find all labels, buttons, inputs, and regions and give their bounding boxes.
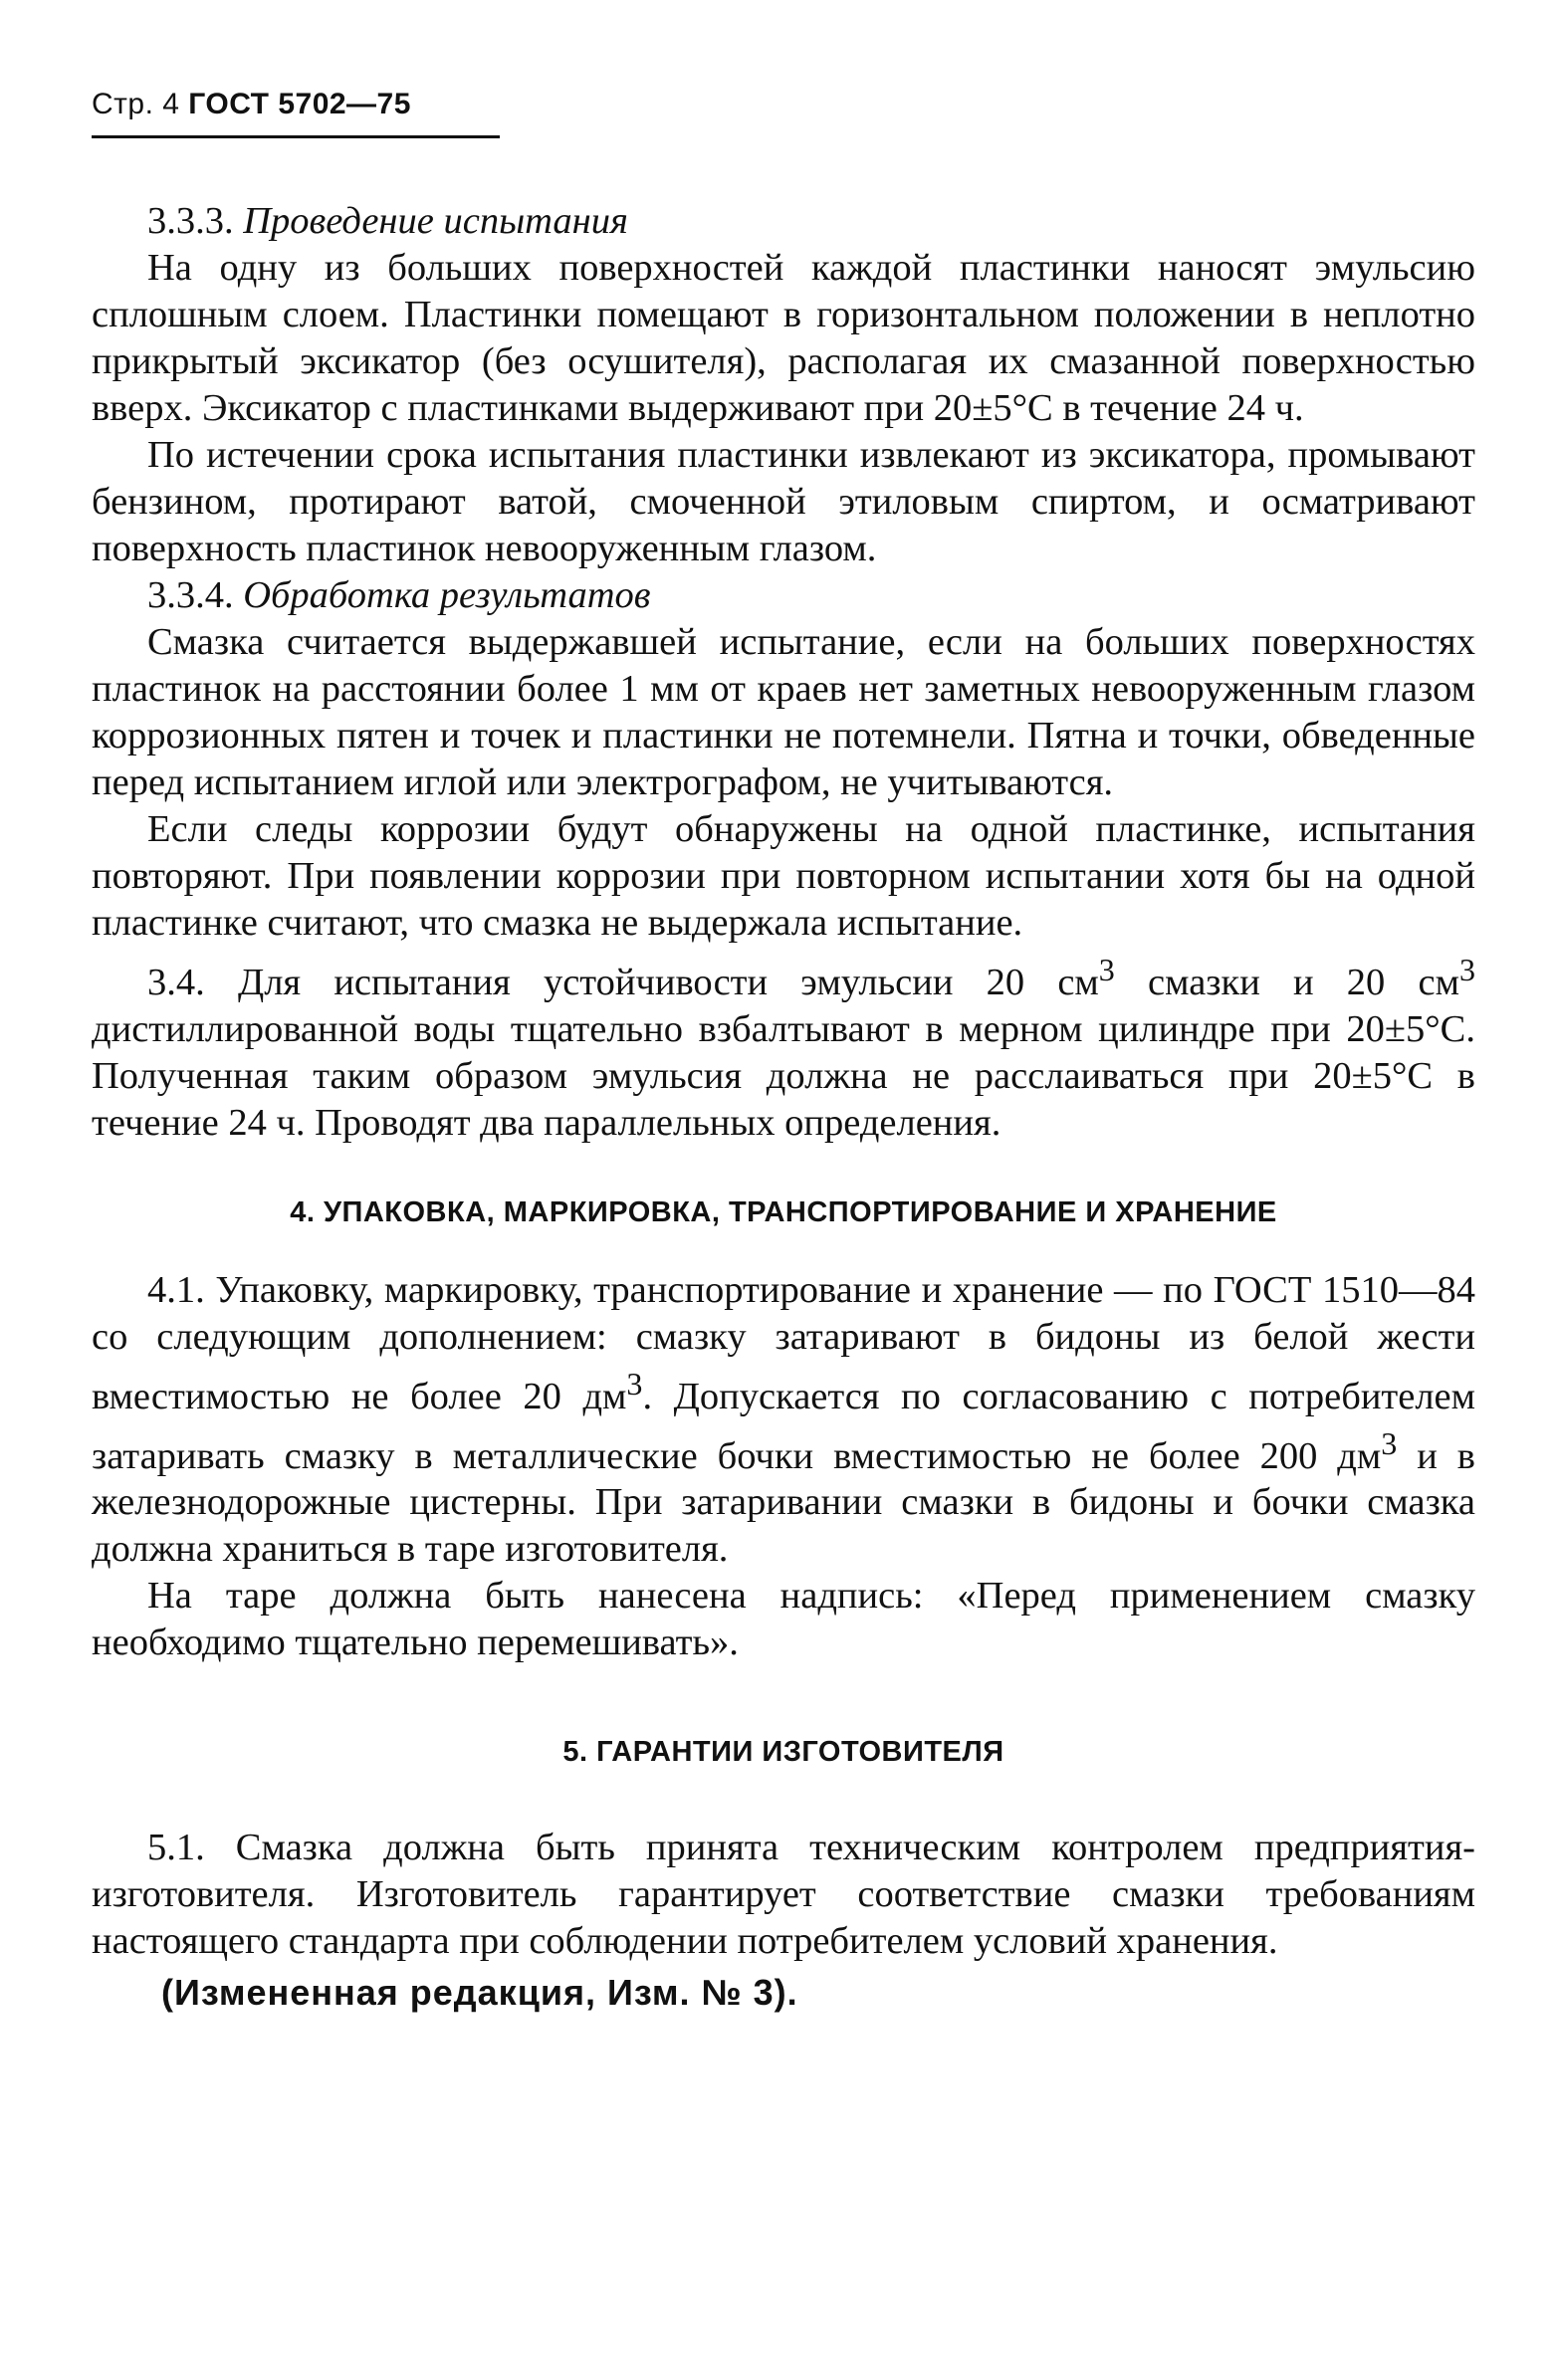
clause-3-3-3-heading (92, 198, 1475, 245)
paragraph: Если следы коррозии будут обнаружены на одной пластинке, испытания повторяют. При появлении коррозии при повторном испытании хотя бы на одной пластинке считают, что смазка не выдержала испытание. (92, 808, 1475, 944)
clause-number: 3.3.3. (147, 200, 234, 242)
clause-title: Проведение испытания (243, 200, 628, 242)
document-page (92, 88, 1475, 2016)
clause-title: Обработка результатов (243, 574, 651, 616)
page-number: Стр. 4 (92, 88, 180, 120)
text-run: 3.4. Для испытания устойчивости эмульсии 20 см (147, 961, 1099, 1003)
clause-number: 3.3.4. (147, 574, 234, 616)
text-run: смазки и 20 см (1114, 961, 1459, 1003)
superscript: 3 (1458, 952, 1475, 987)
superscript: 3 (626, 1365, 643, 1402)
paragraph: На таре должна быть нанесена надпись: «Перед применением смазку необходимо тщательно перемешивать». (92, 1575, 1475, 1664)
text-run: и в железнодорожные цистерны. При затаривании смазки в бидоны и бочки смазка должна храниться в таре изготовителя. (92, 1434, 1475, 1571)
paragraph: По истечении срока испытания пластинки извлекают из эксикатора, промывают бензином, протирают ватой, смоченной этиловым спиртом, и осматривают поверхность пластинок невооруженным глазом. (92, 434, 1475, 569)
text-run: дистиллированной воды тщательно взбалтывают в мерном цилиндре при 20±5°С. Полученная таким образом эмульсия должна не расслаиваться при 20±5°С в течение 24 ч. Проводят два параллельных определения. (92, 1007, 1475, 1144)
amendment-note: (Измененная редакция, Изм. № 3). (161, 1972, 798, 2014)
superscript: 3 (1098, 952, 1115, 987)
section-5-heading: 5. ГАРАНТИИ ИЗГОТОВИТЕЛЯ (562, 1736, 1004, 1769)
clause-5-1-paragraph: 5.1. Смазка должна быть принята техническим контролем предприятия-изготовителя. Изготовитель гарантирует соответствие смазки требованиям настоящего стандарта при соблюдении потребителем условий хранения. (92, 1827, 1475, 1963)
superscript: 3 (1381, 1424, 1398, 1461)
text-run: . Допускается по согласованию с потребителем затаривать смазку в металлические бочки вместимостью не более 200 дм (92, 1375, 1475, 1477)
running-header (92, 88, 500, 138)
paragraph: Смазка считается выдержавшей испытание, если на больших поверхностях пластинок на расстоянии более 1 мм от краев нет заметных невооруженным глазом коррозионных пятен и точек и пластинки не потемнели. Пятна и точки, обведенные перед испытанием иглой или электрографом, не учитываются. (92, 621, 1475, 803)
paragraph: На одну из больших поверхностей каждой пластинки наносят эмульсию сплошным слоем. Пластинки помещают в горизонтальном положении в неплотно прикрытый эксикатор (без осушителя), располагая их смазанной поверхностью вверх. Эксикатор с пластинками выдерживают при 20±5°С в течение 24 ч. (92, 247, 1475, 429)
section-4-heading: 4. УПАКОВКА, МАРКИРОВКА, ТРАНСПОРТИРОВАНИЕ И ХРАНЕНИЕ (290, 1195, 1277, 1228)
standard-designation: ГОСТ 5702—75 (188, 88, 411, 120)
clause-4-1-paragraph (92, 1267, 1475, 1574)
clause-3-4-paragraph (92, 947, 1475, 1147)
clause-3-3-4-heading (92, 572, 1475, 619)
body-text (92, 198, 1475, 2016)
text-run: 4.1. Упаковку, маркировку, транспортирование и хранение — по ГОСТ 1510—84 со следующим дополнением: смазку затаривают в бидоны из белой жести вместимостью не более 20 дм (92, 1268, 1475, 1417)
